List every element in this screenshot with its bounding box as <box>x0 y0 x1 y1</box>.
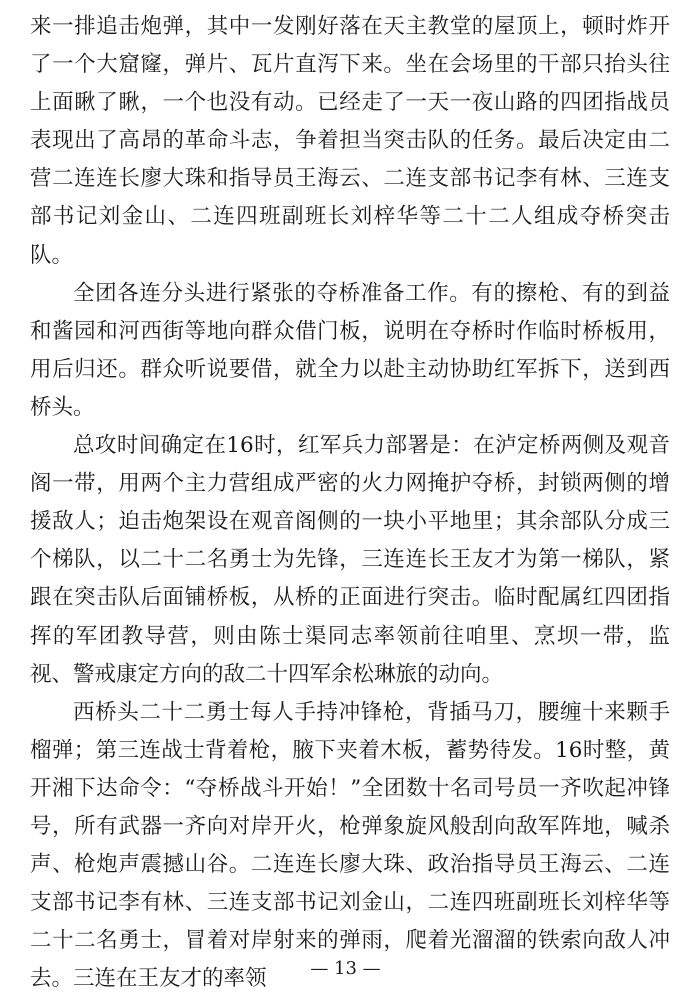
paragraph-1: 来一排追击炮弹，其中一发刚好落在天主教堂的屋顶上，顿时炸开了一个大窟窿，弹片、瓦片直泻下来。坐在会场里的干部只抬头往上面瞅了瞅，一个也没有动。已经走了一天一夜山路的四团指战员表现出了高昂的革命斗志，争着担当突击队的任务。最后决定由二营二连连长廖大珠和指导员王海云、二连支部书记李有林、三连支部书记刘金山、二连四班副班长刘梓华等二十二人组成夺桥突击队。 <box>30 14 670 268</box>
body-text <box>30 8 670 998</box>
paragraph-2: 全团各连分头进行紧张的夺桥准备工作。有的擦枪、有的到益和酱园和河西街等地向群众借门板，说明在夺桥时作临时桥板用，用后归还。群众听说要借，就全力以赴主动协助红军拆下，送到西桥头。 <box>30 280 670 420</box>
page-number: — 13 — <box>310 958 381 979</box>
paragraph-4: 西桥头二十二勇士每人手持冲锋枪，背插马刀，腰缠十来颗手榴弹；第三连战士背着枪，腋下夹着木板，蓄势待发。16时整，黄开湘下达命令：“夺桥战斗开始！”全团数十名司号员一齐吹起冲锋号，所有武器一齐向对岸开火，枪弹象旋风般刮向敌军阵地，喊杀声、枪炮声震撼山谷。二连连长廖大珠、政治指导员王海云、二连支部书记李有林、三连支部书记刘金山，二连四班副班长刘梓华等二十二名勇士，冒着对岸射来的弹雨，爬着光溜溜的铁索向敌人冲去。三连在王友才的率领 <box>30 699 670 992</box>
paragraph-3: 总攻时间确定在16时，红军兵力部署是：在泸定桥两侧及观音阁一带，用两个主力营组成严密的火力网掩护夺桥，封锁两侧的增援敌人；迫击炮架设在观音阁侧的一块小平地里；其余部队分成三个梯队，以二十二名勇士为先锋，三连连长王友才为第一梯队，紧跟在突击队后面铺桥板，从桥的正面进行突击。临时配属红四团指挥的军团教导营，则由陈士渠同志率领前往咱里、烹坝一带，监视、警戒康定方向的敌二十四军余松琳旅的动向。 <box>30 433 670 687</box>
